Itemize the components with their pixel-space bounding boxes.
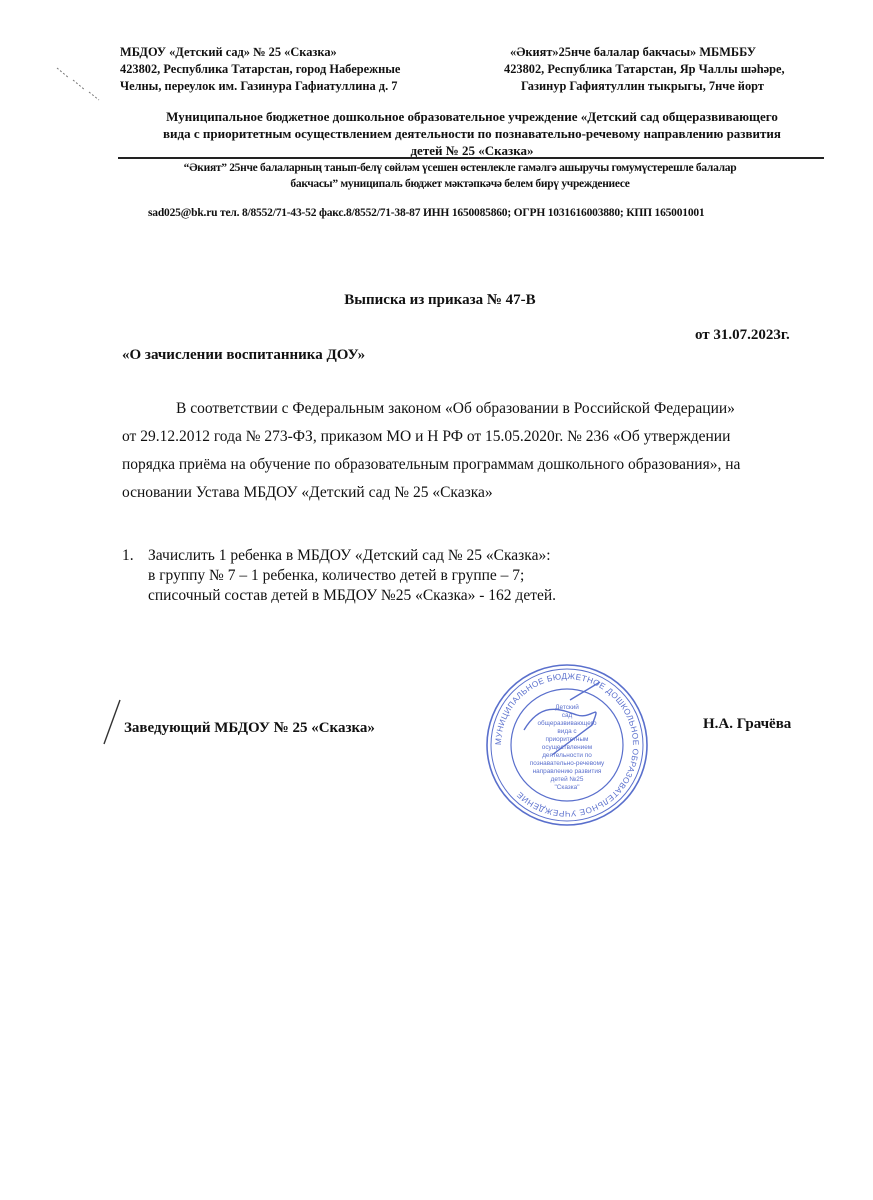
header-left: [120, 44, 400, 95]
org-name-line1: Муниципальное бюджетное дошкольное образовательное учреждение «Детский сад общеразвивающего: [166, 109, 778, 124]
header-left-line2: 423802, Республика Татарстан, город Набережные: [120, 62, 401, 76]
org-full-name: [112, 108, 832, 159]
signatory-name: Н.А. Грачёва: [703, 716, 792, 732]
stamp-center-line2: сад: [561, 712, 573, 719]
header-left-line3: Челны, переулок им. Газинура Гафиатуллина д. 7: [120, 79, 398, 93]
stamp-center-line5: приоритетным: [545, 736, 589, 743]
signature-stroke: [100, 698, 124, 748]
preamble-line1: В соответствии с Федеральным законом «Об образовании в Российской Федерации»: [176, 400, 735, 417]
preamble-line3: порядка приёма на обучение по образовательным программам дошкольного образования», на: [122, 456, 741, 473]
stamp-center-line6: осуществлением: [541, 744, 593, 751]
header-right-line3: Газинур Гафиятуллин тыкрыгы, 7нче йорт: [521, 79, 764, 93]
document-title: Выписка из приказа № 47-В: [344, 292, 536, 308]
header-right: [497, 44, 785, 95]
org-tatar-name: [110, 160, 810, 192]
preamble-line4: основании Устава МБДОУ «Детский сад № 25 «Сказка»: [122, 484, 493, 501]
item-line3: списочный состав детей в МБДОУ №25 «Сказка» - 162 детей.: [148, 587, 557, 604]
header-divider: [118, 157, 824, 159]
stamp-center-line9: направлению развития: [532, 768, 602, 775]
document-date: от 31.07.2023г.: [695, 327, 790, 343]
stamp-center-line10: детей №25: [550, 776, 584, 783]
tatar-line2: бакчасы” муниципаль бюджет мәктәпкәчә белем бирү учреждениесе: [290, 178, 630, 190]
stamp-center-line8: познавательно-речевому: [529, 760, 605, 767]
stamp-center-line4: вида с: [557, 728, 577, 735]
preamble-paragraph: [122, 395, 830, 507]
org-name-line2: вида с приоритетным осуществлением деятельности по познавательно-речевому направлению развития: [163, 126, 781, 141]
preamble-line2: от 29.12.2012 года № 273-ФЗ, приказом МО и Н РФ от 15.05.2020г. № 236 «Об утверждении: [122, 428, 731, 445]
header-right-line1: «Әкият»25нче балалар бакчасы» МБМББУ: [510, 45, 756, 59]
stamp-ring-textpath: МУНИЦИПАЛЬНОЕ БЮДЖЕТНОЕ ДОШКОЛЬНОЕ ОБРАЗОВАТЕЛЬНОЕ УЧРЕЖДЕНИЕ: [493, 671, 641, 819]
official-stamp: [482, 660, 652, 830]
scan-artifact-mark: [55, 60, 105, 105]
item-line1: Зачислить 1 ребенка в МБДОУ «Детский сад № 25 «Сказка»:: [148, 547, 551, 564]
header-left-line1: МБДОУ «Детский сад» № 25 «Сказка»: [120, 45, 337, 59]
item-line2: в группу № 7 – 1 ребенка, количество детей в группе – 7;: [148, 567, 525, 584]
stamp-center-text: [530, 703, 605, 791]
tatar-line1: “Әкият” 25нче балаларның танып-белү сөйләм үсешен өстенлекле гамәлгә ашыручы гомумүстерешле балалар: [183, 162, 737, 174]
stamp-center-line3: общеразвивающего: [537, 720, 597, 727]
org-name-line3: детей № 25 «Сказка»: [410, 143, 534, 158]
stamp-center-line1: Детский: [555, 704, 579, 711]
org-contacts: sad025@bk.ru тел. 8/8552/71-43-52 факс.8/8552/71-38-87 ИНН 1650085860; ОГРН 1031616003880; КПП 165001001: [148, 207, 705, 219]
signatory-position: Заведующий МБДОУ № 25 «Сказка»: [124, 720, 375, 736]
item-number: 1.: [122, 547, 134, 564]
stamp-center-line7: деятельности по: [542, 752, 592, 759]
document-subject: «О зачислении воспитанника ДОУ»: [122, 347, 366, 363]
header-right-line2: 423802, Республика Татарстан, Яр Чаллы шәһәре,: [504, 62, 785, 76]
order-item: [148, 546, 556, 606]
stamp-center-line11: "Сказка": [554, 784, 580, 791]
